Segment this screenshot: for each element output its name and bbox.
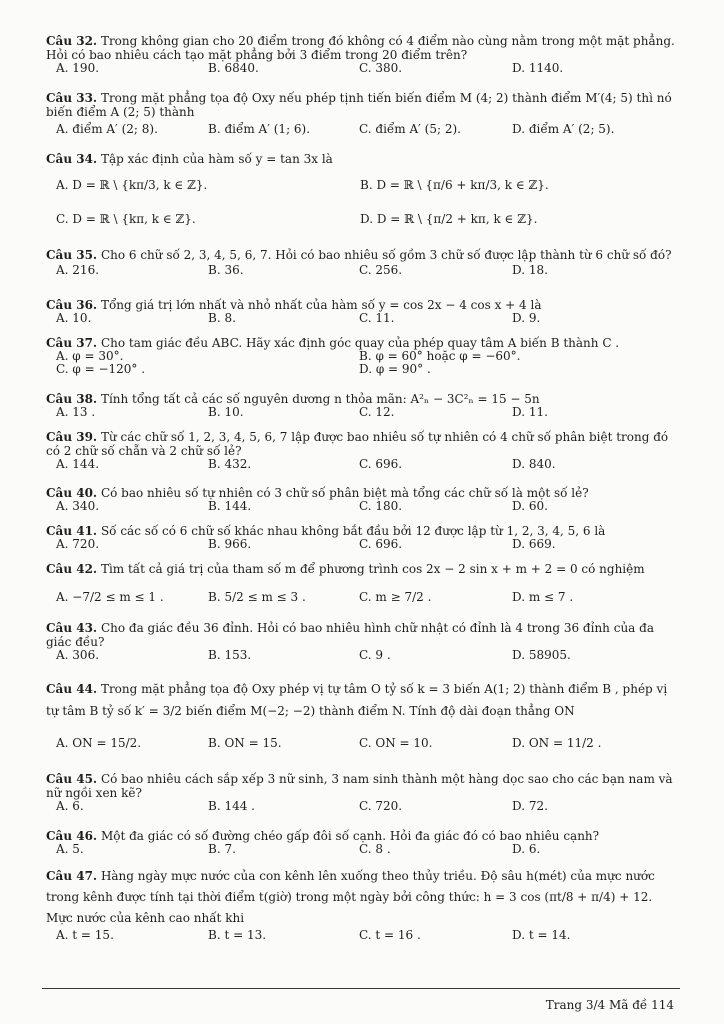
choice-b[interactable]: B. 36. (208, 263, 244, 277)
choice-c[interactable]: C. 380. (359, 61, 403, 75)
choice-a[interactable]: A. điểm A′ (2; 8). (56, 122, 158, 136)
choice-b[interactable]: B. D = ℝ \ {π/6 + kπ/3, k ∈ ℤ}. (360, 178, 549, 192)
choice-b[interactable]: B. 7. (208, 842, 236, 856)
question-47 (46, 866, 678, 942)
choice-a[interactable]: A. t = 15. (56, 928, 114, 942)
question-text: Có bao nhiêu cách sắp xếp 3 nữ sinh, 3 nam sinh thành một hàng dọc sao cho các bạn nam và nữ ngồi xen kẽ? (46, 772, 673, 800)
choice-a[interactable]: A. 190. (56, 61, 100, 75)
choice-c[interactable]: C. 11. (359, 311, 395, 325)
choice-c[interactable]: C. điểm A′ (5; 2). (359, 122, 461, 136)
choice-b[interactable]: B. 8. (208, 311, 236, 325)
page-footer: Trang 3/4 Mã đề 114 (545, 998, 674, 1012)
question-number: Câu 39. (46, 430, 98, 444)
choice-a[interactable]: A. 216. (56, 263, 100, 277)
choice-a[interactable]: A. 6. (56, 799, 84, 813)
answer-choices (46, 929, 678, 942)
question-number: Câu 36. (46, 298, 98, 312)
choice-a[interactable]: A. D = ℝ \ {kπ/3, k ∈ ℤ}. (56, 178, 208, 192)
question-text: Có bao nhiêu số tự nhiên có 3 chữ số phân biệt mà tổng các chữ số là một số lẻ? (100, 486, 589, 500)
answer-choices (46, 363, 678, 376)
question-32 (46, 34, 678, 75)
question-text: Cho 6 chữ số 2, 3, 4, 5, 6, 7. Hỏi có bao nhiêu số gồm 3 chữ số được lập thành từ 6 chữ số đó? (100, 248, 672, 262)
choice-b[interactable]: B. 966. (208, 537, 252, 551)
answer-choices (46, 586, 678, 608)
choice-d[interactable]: D. 58905. (512, 648, 571, 662)
answer-choices (46, 458, 678, 471)
choice-b[interactable]: B. 10. (208, 405, 244, 419)
choice-a[interactable]: A. 13 . (56, 405, 96, 419)
choice-d[interactable]: D. 6. (512, 842, 541, 856)
choice-b[interactable]: B. t = 13. (208, 928, 267, 942)
question-43 (46, 621, 678, 662)
choice-b[interactable]: B. điểm A′ (1; 6). (208, 122, 311, 136)
question-38 (46, 392, 678, 419)
choice-c[interactable]: C. 12. (359, 405, 395, 419)
question-text: Một đa giác có số đường chéo gấp đôi số cạnh. Hỏi đa giác đó có bao nhiêu cạnh? (100, 829, 600, 843)
choice-d[interactable]: D. 669. (512, 537, 556, 551)
answer-choices (46, 406, 678, 419)
choice-b[interactable]: B. 6840. (208, 61, 259, 75)
question-number: Câu 47. (46, 869, 98, 883)
choice-d[interactable]: D. m ≤ 7 . (512, 590, 574, 604)
answer-choices (46, 843, 678, 856)
choice-c[interactable]: C. 256. (359, 263, 403, 277)
choice-a[interactable]: A. 720. (56, 537, 100, 551)
question-number: Câu 33. (46, 91, 98, 105)
question-text: Tổng giá trị lớn nhất và nhỏ nhất của hàm số y = cos 2x − 4 cos x + 4 là (100, 298, 542, 312)
choice-b[interactable]: B. φ = 60° hoặc φ = −60°. (359, 349, 521, 363)
question-number: Câu 38. (46, 392, 98, 406)
choice-c[interactable]: C. t = 16 . (359, 928, 421, 942)
choice-d[interactable]: D. 60. (512, 499, 548, 513)
choice-d[interactable]: D. ON = 11/2 . (512, 736, 602, 750)
question-41 (46, 524, 678, 551)
answer-choices (46, 732, 678, 754)
choice-c[interactable]: C. m ≥ 7/2 . (359, 590, 432, 604)
answer-choices (46, 800, 678, 813)
question-number: Câu 32. (46, 34, 98, 48)
choice-d[interactable]: D. D = ℝ \ {π/2 + kπ, k ∈ ℤ}. (360, 212, 538, 226)
choice-c[interactable]: C. 9 . (359, 648, 391, 662)
question-text: Tập xác định của hàm số y = tan 3x là (100, 152, 333, 166)
question-45 (46, 772, 678, 813)
question-text: Số các số có 6 chữ số khác nhau không bắt đầu bởi 12 được lập từ 1, 2, 3, 4, 5, 6 là (100, 524, 606, 538)
question-number: Câu 34. (46, 152, 98, 166)
question-42 (46, 562, 678, 608)
question-number: Câu 41. (46, 524, 98, 538)
question-number: Câu 40. (46, 486, 98, 500)
choice-c[interactable]: C. 720. (359, 799, 403, 813)
question-text: Hàng ngày mực nước của con kênh lên xuống theo thủy triều. Độ sâu h(mét) của mực nước trong kênh được tính tại thời điểm t(giờ) trong một ngày bởi công thức: h = 3 cos (πt/8 + π/4) + 12. Mực nước của kênh cao nhất khi (46, 869, 655, 925)
answer-choices (46, 500, 678, 513)
choice-d[interactable]: D. t = 14. (512, 928, 571, 942)
choice-d[interactable]: D. 72. (512, 799, 548, 813)
question-number: Câu 42. (46, 562, 98, 576)
question-text: Trong không gian cho 20 điểm trong đó không có 4 điểm nào cùng nằm trong một mặt phẳng. Hỏi có bao nhiêu cách tạo mặt phẳng bởi 3 điểm trong 20 điểm trên? (46, 34, 675, 62)
choice-c[interactable]: C. 8 . (359, 842, 391, 856)
choice-b[interactable]: B. 153. (208, 648, 252, 662)
question-39 (46, 430, 678, 471)
choice-a[interactable]: A. 306. (56, 648, 100, 662)
answer-choices (46, 62, 678, 75)
choice-d[interactable]: D. điểm A′ (2; 5). (512, 122, 615, 136)
choice-a[interactable]: A. −7/2 ≤ m ≤ 1 . (56, 590, 164, 604)
answer-choices (46, 208, 678, 230)
question-34 (46, 152, 678, 230)
choice-d[interactable]: D. 11. (512, 405, 548, 419)
question-number: Câu 35. (46, 248, 98, 262)
choice-c[interactable]: C. 696. (359, 537, 403, 551)
answer-choices (46, 264, 678, 277)
question-text: Cho đa giác đều 36 đỉnh. Hỏi có bao nhiêu hình chữ nhật có đỉnh là 4 trong 36 đỉnh của đa giác đều? (46, 621, 654, 649)
choice-d[interactable]: D. φ = 90° . (359, 362, 431, 376)
choice-a[interactable]: A. ON = 15/2. (56, 736, 142, 750)
question-36 (46, 298, 678, 325)
choice-a[interactable]: A. 10. (56, 311, 92, 325)
choice-c[interactable]: C. ON = 10. (359, 736, 433, 750)
question-40 (46, 486, 678, 513)
choice-d[interactable]: D. 18. (512, 263, 548, 277)
answer-choices (46, 123, 678, 136)
question-number: Câu 46. (46, 829, 98, 843)
footer-divider (42, 988, 680, 989)
question-text: Tính tổng tất cả các số nguyên dương n thỏa mãn: A²ₙ − 3C²ₙ = 15 − 5n (100, 392, 540, 406)
choice-b[interactable]: B. 144. (208, 499, 252, 513)
choice-a[interactable]: A. 5. (56, 842, 84, 856)
answer-choices (46, 174, 678, 196)
answer-choices (46, 649, 678, 662)
choice-c[interactable]: C. 696. (359, 457, 403, 471)
answer-choices (46, 312, 678, 325)
choice-a[interactable]: A. 340. (56, 499, 100, 513)
choice-c[interactable]: C. D = ℝ \ {kπ, k ∈ ℤ}. (56, 212, 196, 226)
choice-c[interactable]: C. φ = −120° . (56, 362, 146, 376)
choice-c[interactable]: C. 180. (359, 499, 403, 513)
question-text: Trong mặt phẳng tọa độ Oxy phép vị tự tâm O tỷ số k = 3 biến A(1; 2) thành điểm B , phép vị tự tâm B tỷ số k′ = 3/2 biến điểm M(−2; −2) thành điểm N. Tính độ dài đoạn thẳng ON (46, 682, 668, 718)
choice-a[interactable]: A. φ = 30°. (56, 349, 124, 363)
choice-d[interactable]: D. 840. (512, 457, 556, 471)
question-37 (46, 336, 678, 376)
question-33 (46, 91, 678, 136)
question-text: Từ các chữ số 1, 2, 3, 4, 5, 6, 7 lập được bao nhiêu số tự nhiên có 4 chữ số phân biệt trong đó có 2 chữ số chẵn và 2 chữ số lẻ? (46, 430, 669, 458)
question-text: Cho tam giác đều ABC. Hãy xác định góc quay của phép quay tâm A biến B thành C . (100, 336, 620, 350)
choice-b[interactable]: B. 144 . (208, 799, 255, 813)
question-46 (46, 829, 678, 856)
choice-d[interactable]: D. 9. (512, 311, 541, 325)
choice-b[interactable]: B. 5/2 ≤ m ≤ 3 . (208, 590, 306, 604)
question-number: Câu 37. (46, 336, 98, 350)
choice-b[interactable]: B. 432. (208, 457, 252, 471)
question-44 (46, 678, 678, 754)
question-text: Tìm tất cả giá trị của tham số m để phương trình cos 2x − 2 sin x + m + 2 = 0 có nghiệm (100, 562, 645, 576)
question-35 (46, 248, 678, 277)
question-number: Câu 43. (46, 621, 98, 635)
choice-d[interactable]: D. 1140. (512, 61, 564, 75)
choice-b[interactable]: B. ON = 15. (208, 736, 282, 750)
choice-a[interactable]: A. 144. (56, 457, 100, 471)
question-text: Trong mặt phẳng tọa độ Oxy nếu phép tịnh tiến biến điểm M (4; 2) thành điểm M′(4; 5) thì nó biến điểm A (2; 5) thành (46, 91, 672, 119)
question-number: Câu 45. (46, 772, 98, 786)
question-number: Câu 44. (46, 682, 98, 696)
answer-choices (46, 538, 678, 551)
